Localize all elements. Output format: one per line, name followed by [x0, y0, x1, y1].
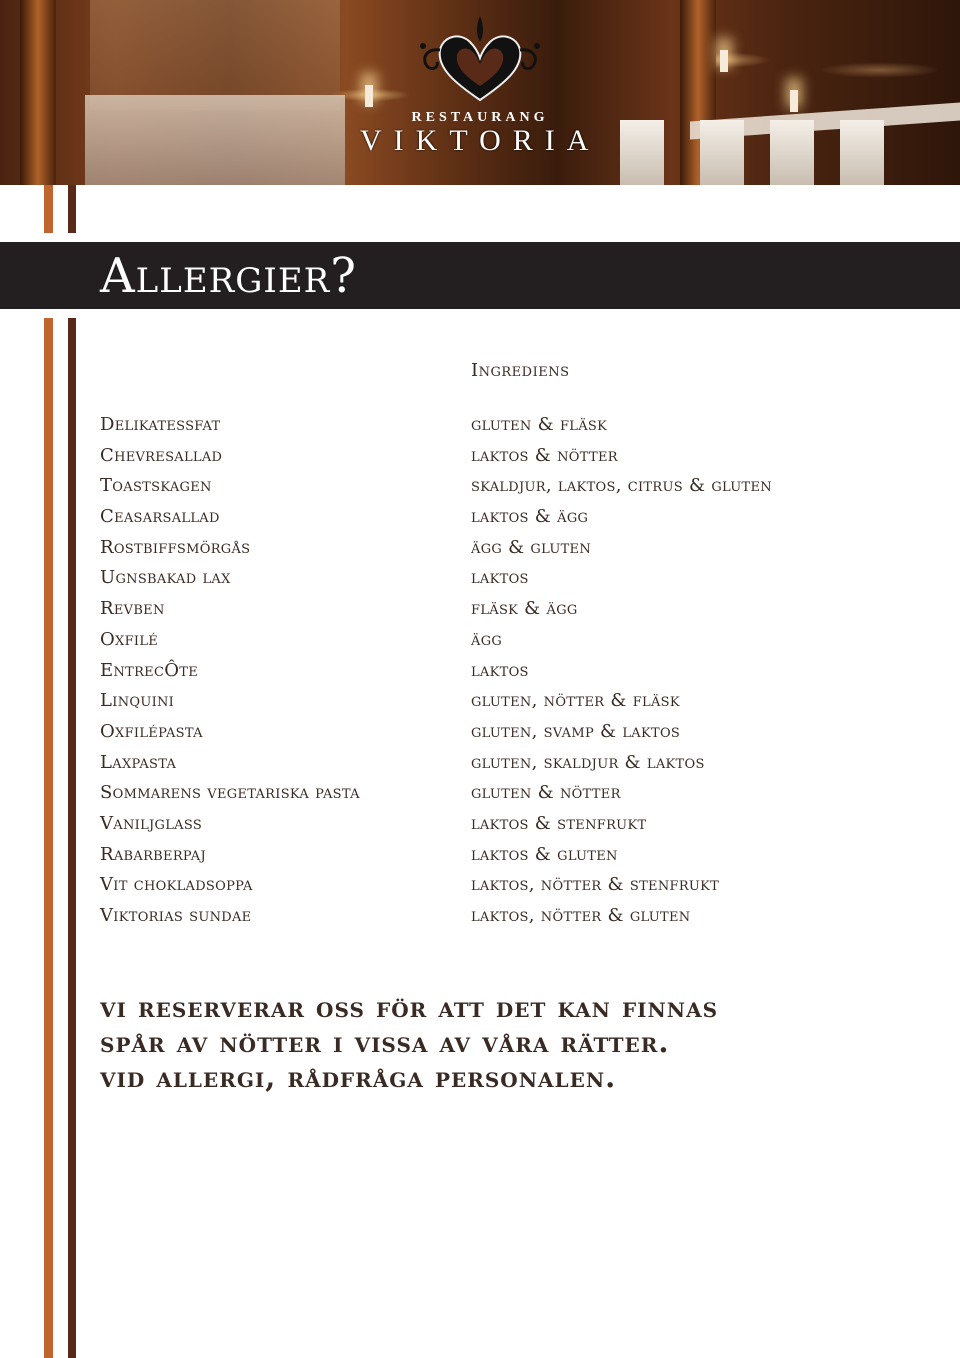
- dish-item: Rabarberpaj: [100, 843, 206, 865]
- decorative-stripe-orange: [44, 318, 53, 1358]
- dish-item: Chevresallad: [100, 444, 223, 466]
- dish-item: Vit chokladsoppa: [100, 874, 253, 896]
- dish-item: Sommarens vegetariska pasta: [100, 782, 360, 804]
- allergen-item: skaldjur, laktos, citrus & gluten: [471, 475, 772, 497]
- allergen-item: laktos: [471, 567, 529, 589]
- dish-item: Ugnsbakad lax: [100, 567, 231, 589]
- curtain-left: [20, 0, 56, 185]
- dish-item: Viktorias sundae: [100, 905, 252, 926]
- bamboo-wall-panel: [90, 0, 340, 110]
- chair: [840, 120, 884, 185]
- allergen-item: ägg: [471, 628, 503, 650]
- header-photo-banner: [0, 0, 960, 185]
- allergen-item: gluten, svamp & laktos: [471, 720, 681, 742]
- candle: [720, 50, 728, 72]
- allergen-item: laktos & stenfrukt: [471, 812, 647, 834]
- allergen-list: [471, 410, 772, 932]
- decorative-stripe-orange-top: [44, 185, 53, 233]
- allergen-item: gluten & fläsk: [471, 414, 608, 435]
- allergen-item: laktos & nötter: [471, 444, 618, 466]
- dish-item: Linquini: [100, 690, 175, 712]
- notice-line: vid allergi, rådfråga personalen.: [100, 1060, 617, 1094]
- dish-item: EntrecÔte: [100, 659, 199, 681]
- allergen-item: laktos, nötter & gluten: [471, 905, 691, 926]
- allergen-item: laktos & ägg: [471, 506, 589, 528]
- allergen-item: fläsk & ägg: [471, 598, 578, 620]
- allergen-item: ägg & gluten: [471, 536, 592, 558]
- decorative-stripe-brown: [68, 318, 76, 1358]
- logo-name: VIKTORIA: [360, 124, 601, 157]
- restaurant-logo: [360, 8, 600, 173]
- dish-item: Rostbiffsmörgås: [100, 536, 251, 558]
- chair: [700, 120, 744, 185]
- notice-line: vi reserverar oss för att det kan finnas: [100, 990, 719, 1024]
- white-wall: [85, 95, 345, 185]
- dish-item: Vaniljglass: [100, 812, 203, 834]
- heart-ornament-icon: [415, 8, 545, 108]
- dish-item: Laxpasta: [100, 751, 177, 773]
- candle: [790, 90, 798, 112]
- page-title: Allergier?: [100, 248, 357, 304]
- dish-item: Delikatessfat: [100, 414, 221, 435]
- allergy-notice: [100, 990, 940, 1095]
- notice-line: spår av nötter i vissa av våra rätter.: [100, 1025, 670, 1059]
- logo-subtitle: RESTAURANG: [411, 110, 549, 125]
- allergen-item: laktos: [471, 659, 529, 681]
- allergen-item: gluten, skaldjur & laktos: [471, 751, 705, 773]
- dish-item: Revben: [100, 598, 165, 620]
- chair: [770, 120, 814, 185]
- decorative-stripe-brown-top: [68, 185, 76, 233]
- dish-list: [100, 410, 360, 932]
- allergen-item: laktos, nötter & stenfrukt: [471, 874, 720, 896]
- dish-item: Ceasarsallad: [100, 506, 220, 528]
- chair: [620, 120, 664, 185]
- dish-item: Oxfilépasta: [100, 720, 203, 742]
- dish-item: Toastskagen: [100, 475, 212, 497]
- dish-item: Oxfilé: [100, 628, 159, 650]
- allergen-item: gluten & nötter: [471, 782, 621, 804]
- allergen-item: laktos & gluten: [471, 843, 618, 865]
- ingredient-column-header: Ingrediens: [471, 360, 570, 381]
- allergen-item: gluten, nötter & fläsk: [471, 690, 680, 712]
